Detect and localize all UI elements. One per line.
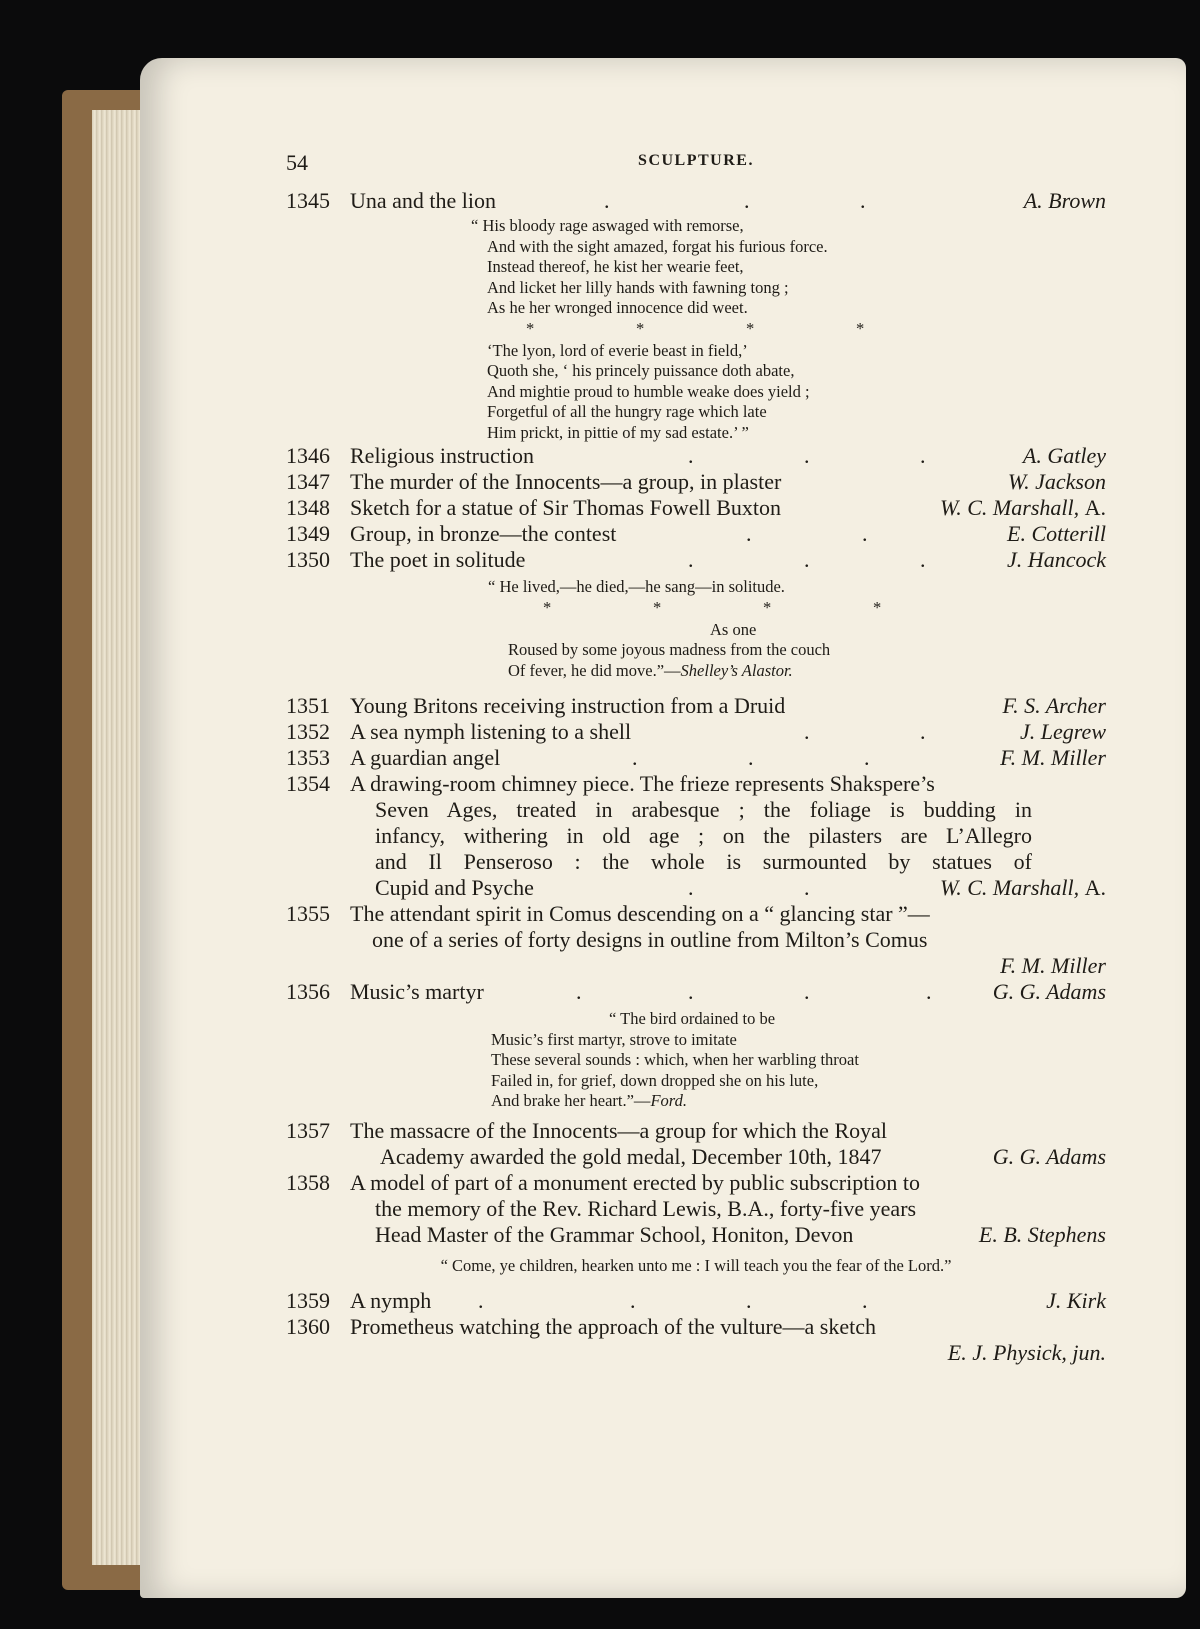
entry-1356: 1356 Music’s martyr . . . . G. G. Adams	[286, 979, 1106, 1004]
entry-artist: W. C. Marshall, A.	[939, 875, 1106, 900]
entry-number: 1358	[286, 1169, 330, 1195]
entry-number: 1349	[286, 521, 330, 546]
page-number: 54	[286, 150, 308, 175]
verse-1345: “ His bloody rage aswaged with remorse, And with the sight amazed, forgat his furious force. Instead thereof, he kist her wearie feet, And licket her lilly hands with fawning tong ; As he her wronged innocence did weet. * * * * ‘The lyon, lord of everie beast in field,’ Quoth she, ‘ his princely puissance doth abate, And mightie proud to humble weake does yield ; Forgetful of all the hungry rage which late Him prickt, in pittie of my sad estate.’ ”	[471, 214, 1106, 443]
entry-1354: 1354 A drawing-room chimney piece. The frieze represents Shakspere’s	[286, 771, 935, 796]
entry-1347	[286, 469, 1106, 495]
page-header	[286, 150, 1106, 176]
entry-artist: G. G. Adams	[992, 979, 1106, 1004]
entry-artist: F. M. Miller	[1000, 745, 1106, 770]
entry-artist: G. G. Adams	[992, 1143, 1106, 1169]
entry-artist: A. Brown	[1023, 188, 1106, 213]
entry-1345: 1345 Una and the lion . . . A. Brown	[286, 188, 1106, 213]
verse-1356: “ The bird ordained to be Music’s first martyr, strove to imitate These several sounds : which, when her warbling throat Failed in, for grief, down dropped she on his lute, And brake her heart.”—Ford.	[491, 1009, 859, 1110]
verse-1350: “ He lived,—he died,—he sang—in solitude. * * * * As one Roused by some joyous madness from the couch Of fever, he did move.”—Shelley’s Alastor.	[488, 573, 1106, 681]
entry-title: The murder of the Innocents—a group, in plaster	[350, 469, 782, 494]
entry-1359: 1359 A nymph . . . . J. Kirk	[286, 1287, 1106, 1313]
entry-number: 1360	[286, 1313, 330, 1339]
entry-1360: 1360 Prometheus watching the approach of the vulture—a sketch	[286, 1313, 877, 1339]
entry-title: A nymph	[350, 1287, 432, 1313]
entry-title: Group, in bronze—the contest	[350, 521, 617, 546]
running-head: SCULPTURE.	[638, 152, 754, 169]
entry-1346: 1346 Religious instruction . . . A. Gatley	[286, 443, 1106, 468]
entry-title: Una and the lion	[350, 188, 497, 213]
entry-artist: W. C. Marshall, A.	[939, 495, 1106, 520]
entry-artist: F. M. Miller	[1000, 953, 1106, 978]
entry-title: Sketch for a statue of Sir Thomas Fowell Buxton	[350, 495, 781, 520]
entry-artist: A. Gatley	[1022, 443, 1106, 468]
entry-artist: E. Cotterill	[1007, 521, 1106, 546]
entry-number: 1347	[286, 469, 330, 494]
verse-break: * * * *	[526, 318, 865, 338]
entry-artist: E. J. Physick, jun.	[947, 1339, 1106, 1365]
epigraph: “ Come, ye children, hearken unto me : I will teach you the fear of the Lord.”	[440, 1255, 952, 1275]
entry-title: A sea nymph listening to a shell	[350, 719, 632, 744]
entry-artist: J. Kirk	[1046, 1287, 1106, 1313]
entry-number: 1350	[286, 547, 330, 572]
entry-artist: J. Legrew	[1020, 719, 1106, 744]
verse-break: * * * *	[543, 597, 882, 617]
entry-number: 1348	[286, 495, 330, 520]
entry-1348	[286, 495, 1106, 521]
entry-title: Religious instruction	[350, 443, 534, 468]
entry-1352: 1352 A sea nymph listening to a shell . . J. Legrew	[286, 719, 1106, 744]
entry-number: 1345	[286, 188, 330, 213]
entry-number: 1352	[286, 719, 330, 744]
entry-number: 1354	[286, 771, 330, 796]
entry-title: Young Britons receiving instruction from a Druid	[350, 693, 786, 718]
entry-title: Music’s martyr	[350, 979, 484, 1004]
entry-artist: F. S. Archer	[1002, 693, 1106, 718]
entry-1358: 1358 A model of part of a monument erected by public subscription to	[286, 1169, 921, 1195]
entry-1353: 1353 A guardian angel . . . F. M. Miller	[286, 745, 1106, 770]
entry-1357: 1357 The massacre of the Innocents—a group for which the Royal	[286, 1117, 887, 1143]
catalogue-list: 1345 Una and the lion . . . A. Brown “ His bloody rage aswaged with remorse, And with the sight amazed, forgat his furious force. Instead thereof, he kist her wearie feet, And licket her lilly hands with fawning tong ; As he her wronged innocence did weet. * * * * ‘The lyon, lord of everie beast in field,’ Quoth she, ‘ his princely puissance doth abate, And mightie proud to humble weake does yield ; Forgetful of all the hungry rage which late Him prickt, in pittie of my sad estate.’ ” 1346 Religious instruction . . . A. Gatley 1347 The murder of the Innocents—a group, in plaster W. Jackson 1348 Sketch for a statue of Sir Thomas Fowell Buxton W. C. Marshall, A. 1349 Group, in bronze—the contest . . E. Cotterill 1350 The poet in solitude . . . J. Hancock “ He lived,—he died,—he sang—in solitude. * * * * As one Roused by some joyous madness from the couch Of fever, he did move.”—Shelley’s Alastor. 1351 Young Britons receiving instruction from a Druid F. S. Archer 1352 A sea nymph listening to a shell . . J. Legrew 1353 A guardian angel . . . F. M. Miller 1354 A drawing-room chimney piece. The frieze represents Shakspere’s Seven Ages, treated in arabesque ; the foliage is budding in infancy, withering in old age ; on the pilasters are L’Allegro and Il Penseroso : the whole is surmounted by statues of Cupid and Psyche . . W. C. Marshall, A. 1355 The attendant spirit in Comus descending on a “ glancing star ”— one of a series of forty designs in outline from Milton’s Comus F. M. Miller 1356 Music’s martyr . . . . G. G. Adams “ The bird ordained to be Music’s first martyr, strove to imitate These several sounds : which, when her warbling throat Failed in, for grief, down dropped she on his lute, And brake her heart.”—Ford. 1357 The massacre of the Innocents—a group for which the Royal Academy awarded the gold medal, December 10th, 1847 G. G. Adams 1358 A model of part of a monument erected by public subscription to the memory of the Rev. Richard Lewis, B.A., forty-five years Head Master of the Grammar School, Honiton, Devon E. B. Stephens “ Come, ye children, hearken unto me : I will teach you the fear of the Lord.” 1359 A nymph . . . . J. Kirk 1360 Prometheus watching the approach of the vulture—a sketch E. J. Physick, jun.	[286, 188, 1106, 1365]
entry-1350: 1350 The poet in solitude . . . J. Hancock	[286, 547, 1106, 572]
entry-number: 1353	[286, 745, 330, 770]
entry-1349: 1349 Group, in bronze—the contest . . E. Cotterill	[286, 521, 1106, 546]
entry-title: A guardian angel	[350, 745, 501, 770]
entry-number: 1357	[286, 1117, 330, 1143]
entry-number: 1356	[286, 979, 330, 1004]
entry-artist: J. Hancock	[1007, 547, 1106, 572]
entry-number: 1355	[286, 901, 330, 926]
entry-1351	[286, 693, 1106, 719]
entry-title: The poet in solitude	[350, 547, 526, 572]
entry-artist: E. B. Stephens	[978, 1221, 1106, 1247]
entry-1355: 1355 The attendant spirit in Comus descending on a “ glancing star ”—	[286, 901, 930, 926]
entry-number: 1359	[286, 1287, 330, 1313]
entry-number: 1351	[286, 693, 330, 718]
entry-number: 1346	[286, 443, 330, 468]
entry-artist: W. Jackson	[1007, 469, 1106, 494]
